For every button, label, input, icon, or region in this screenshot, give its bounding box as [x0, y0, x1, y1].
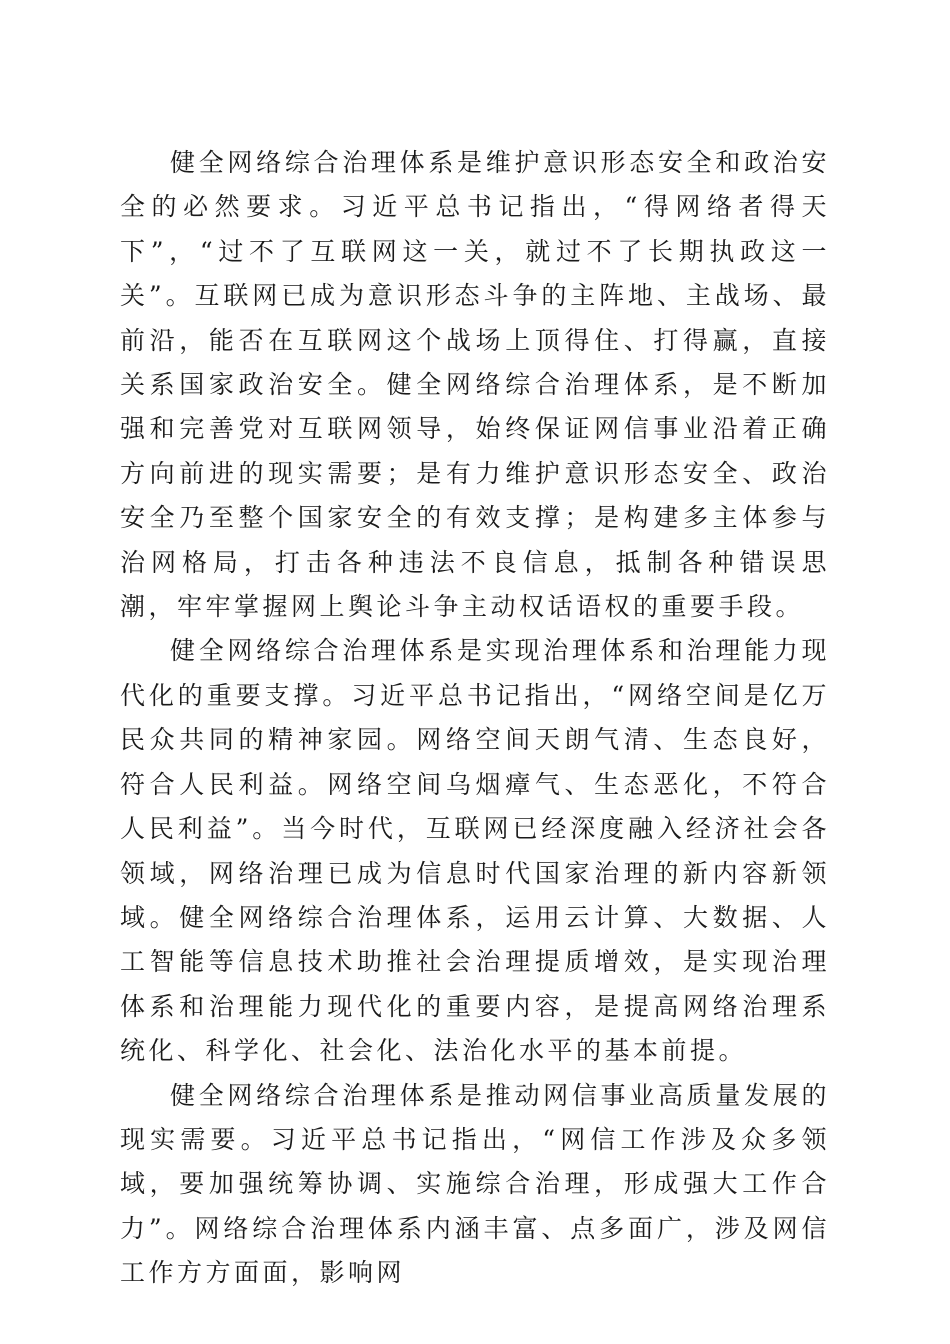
paragraph-2: 健全网络综合治理体系是实现治理体系和治理能力现代化的重要支撑。习近平总书记指出，“网络空间是亿万民众共同的精神家园。网络空间天朗气清、生态良好，符合人民利益。网络空间乌烟瘴气、生态恶化，不符合人民利益”。当今时代，互联网已经深度融入经济社会各领域，网络治理已成为信息时代国家治理的新内容新领域。健全网络综合治理体系，运用云计算、大数据、人工智能等信息技术助推社会治理提质增效，是实现治理体系和治理能力现代化的重要内容，是提高网络治理系统化、科学化、社会化、法治化水平的基本前提。 — [120, 636, 830, 1066]
paragraph-3: 健全网络综合治理体系是推动网信事业高质量发展的现实需要。习近平总书记指出，“网信工作涉及众多领域，要加强统筹协调、实施综合治理，形成强大工作合力”。网络综合治理体系内涵丰富、点多面广，涉及网信工作方方面面，影响网 — [120, 1080, 830, 1288]
paragraph-1: 健全网络综合治理体系是维护意识形态安全和政治安全的必然要求。习近平总书记指出，“得网络者得天下”，“过不了互联网这一关，就过不了长期执政这一关”。互联网已成为意识形态斗争的主阵地、主战场、最前沿，能否在互联网这个战场上顶得住、打得赢，直接关系国家政治安全。健全网络综合治理体系，是不断加强和完善党对互联网领导，始终保证网信事业沿着正确方向前进的现实需要；是有力维护意识形态安全、政治安全乃至整个国家安全的有效支撑；是构建多主体参与治网格局，打击各种违法不良信息，抵制各种错误思潮，牢牢掌握网上舆论斗争主动权话语权的重要手段。 — [120, 148, 830, 622]
document-body — [120, 141, 830, 1296]
